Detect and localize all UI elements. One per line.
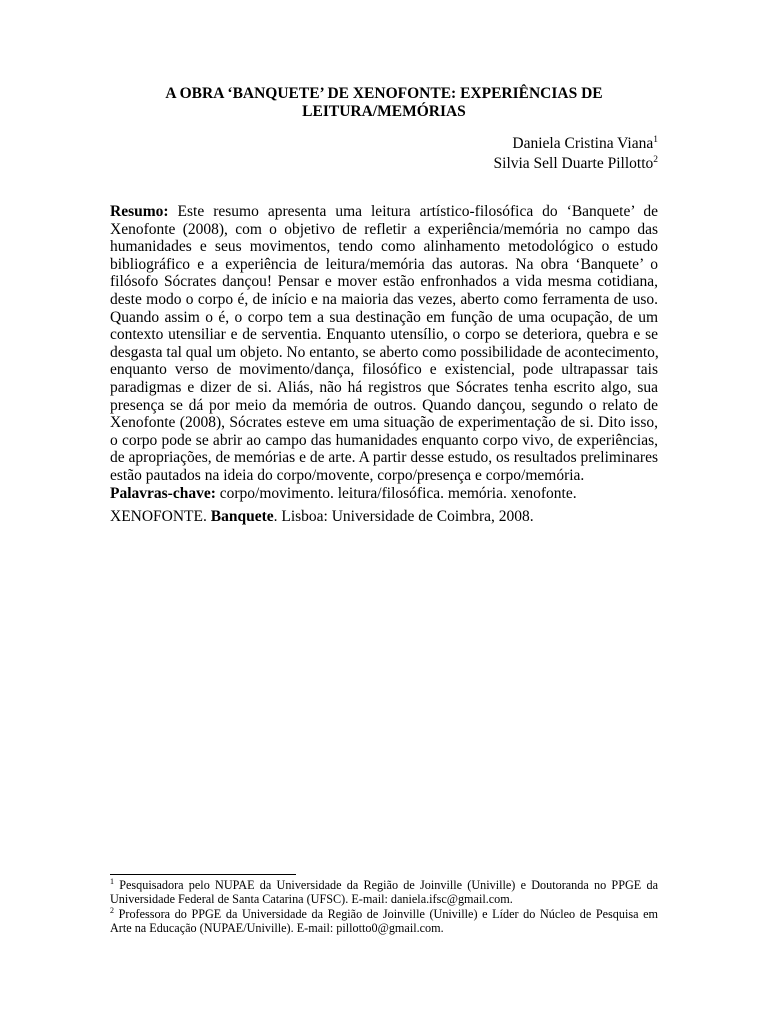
- abstract-label: Resumo:: [110, 203, 169, 220]
- footnote-divider: [110, 874, 296, 875]
- author-name: Silvia Sell Duarte Pillotto: [493, 155, 654, 172]
- title-line-1: A OBRA ‘BANQUETE’ DE XENOFONTE: EXPERIÊNCIAS DE: [165, 85, 603, 102]
- abstract-line: desgasta tal qual um objeto. No entanto, se aberto como possibilidade de acontecimento,: [110, 343, 659, 361]
- author-name: Daniela Cristina Viana: [512, 135, 654, 152]
- footnote-number: 2: [110, 905, 114, 915]
- title-line-2: LEITURA/MEMÓRIAS: [302, 103, 466, 120]
- footnote-number: 1: [110, 876, 114, 886]
- author-1: [494, 134, 658, 154]
- abstract-line: presença se dá por meio da memória de outros. Quando dançou, segundo o relato de: [110, 396, 658, 414]
- abstract-line: de apropriações, de memórias e de arte. A partir desse estudo, os resultados preliminares: [110, 449, 658, 467]
- footnote-line: $^1$ Pesquisadora pelo NUPAE da Universidade da Região de Joinville (Univille) e Doutoranda no PPGE da: [110, 876, 658, 892]
- footnote-marker: 1: [653, 134, 658, 145]
- abstract: [110, 203, 658, 502]
- abstract-line: humanidades e seus movimentos, tendo como alinhamento metodológico o estudo: [110, 238, 658, 256]
- abstract-line: Resumo: Este resumo apresenta uma leitura artístico-filosófica do ‘Banquete’ de: [110, 203, 658, 220]
- keywords-text: corpo/movimento. leitura/filosófica. memória. xenofonte.: [215, 484, 577, 502]
- author-2: [494, 154, 658, 174]
- paper-title: [110, 85, 658, 121]
- abstract-line: paradigmas e dizer de si. Aliás, não há registros que Sócrates tenha escrito algo, sua: [110, 378, 658, 396]
- abstract-line: enquanto verso de movimento/dança, filosófico e existencial, pode ultrapassar tais: [110, 361, 658, 379]
- reference-author: XENOFONTE.: [110, 508, 211, 525]
- abstract-line: Xenofonte (2008), Sócrates esteve em uma situação de experimentação de si. Dito isso,: [110, 414, 658, 432]
- abstract-line: filósofo Sócrates dançou! Pensar e mover estão enfronhados a vida mesma cotidiana,: [110, 273, 658, 291]
- abstract-line: Xenofonte (2008), com o objetivo de refletir a experiência/memória no campo das: [110, 220, 658, 238]
- abstract-line: o corpo pode se abrir ao campo das humanidades enquanto corpo vivo, de experiências,: [110, 431, 658, 449]
- footnote-line: Universidade Federal de Santa Catarina (UFSC). E-mail: daniela.ifsc@gmail.com.: [110, 892, 513, 907]
- abstract-line: contexto utensiliar e de serventia. Enquanto utensílio, o corpo se deteriora, quebra e se: [110, 326, 658, 344]
- keywords-label: Palavras-chave:: [110, 484, 216, 502]
- keywords: [110, 485, 658, 503]
- abstract-line: Quando assim o é, o corpo tem a sua destinação em função de uma ocupação, de um: [110, 308, 658, 326]
- bibliographic-reference: [110, 508, 658, 526]
- footnote-line: $^2$ Professora do PPGE da Universidade da Região de Joinville (Univille) e Líder do Núcleo de Pesquisa em: [110, 905, 658, 921]
- author-list: [494, 134, 658, 174]
- footnotes: [110, 878, 658, 936]
- footnote-line: Arte na Educação (NUPAE/Univille). E-mail: pillotto0@gmail.com.: [110, 921, 444, 936]
- abstract-line: estão pautados na ideia do corpo/movente, corpo/presença e corpo/memória.: [110, 466, 585, 484]
- abstract-line: bibliográfico e a experiência de leitura/memória das autoras. Na obra ‘Banquete’ o: [110, 255, 658, 273]
- reference-details: . Lisboa: Universidade de Coimbra, 2008.: [273, 508, 534, 525]
- footnote-marker: 2: [653, 154, 658, 165]
- abstract-line: deste modo o corpo é, de início e na maioria das vezes, aberto como ferramenta de uso.: [110, 290, 658, 308]
- reference-work: Banquete: [210, 508, 274, 525]
